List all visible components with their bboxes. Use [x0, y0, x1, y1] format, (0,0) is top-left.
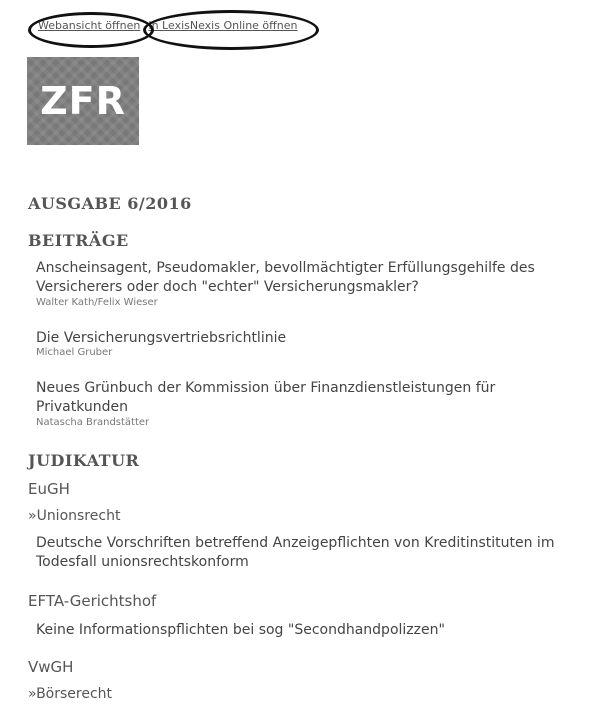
- article-title-link[interactable]: Neues Grünbuch der Kommission über Finanzdienstleistungen für Privatkunden: [36, 380, 496, 415]
- article-author: Natascha Brandstätter: [36, 417, 150, 428]
- case-title-link[interactable]: Keine Informationspflichten bei sog "Secondhandpolizzen": [36, 622, 445, 638]
- article-author: Michael Gruber: [36, 347, 113, 358]
- judikatur-heading: JUDIKATUR: [28, 451, 140, 470]
- rubric-boerserecht: »Börserecht: [28, 686, 113, 702]
- zfr-logo: [27, 57, 139, 145]
- case-title-link[interactable]: Deutsche Vorschriften betreffend Anzeigepflichten von Kreditinstituten im Todesfall unionsrechtskonform: [36, 535, 555, 570]
- web-view-link[interactable]: Webansicht öffnen: [38, 19, 141, 32]
- article-author: Walter Kath/Felix Wieser: [36, 297, 158, 308]
- beitraege-heading: BEITRÄGE: [28, 231, 129, 250]
- court-heading-efta: EFTA-Gerichtshof: [28, 592, 157, 610]
- article-title-link[interactable]: Die Versicherungsvertriebsrichtlinie: [36, 330, 287, 346]
- highlight-oval-web-view: [28, 12, 154, 48]
- court-heading-eugh: EuGH: [28, 480, 70, 498]
- logo-text: ZFR: [40, 79, 126, 123]
- lexisnexis-link[interactable]: In LexisNexis Online öffnen: [148, 19, 298, 32]
- highlight-oval-lexisnexis: [143, 10, 319, 50]
- article-title-link[interactable]: Anscheinsagent, Pseudomakler, bevollmächtigter Erfüllungsgehilfe des Versicherers oder doch "echter" Versicherungsmakler?: [36, 260, 535, 295]
- issue-heading: AUSGABE 6/2016: [28, 194, 192, 213]
- court-heading-vwgh: VwGH: [28, 658, 74, 676]
- rubric-unionsrecht: »Unionsrecht: [28, 508, 121, 524]
